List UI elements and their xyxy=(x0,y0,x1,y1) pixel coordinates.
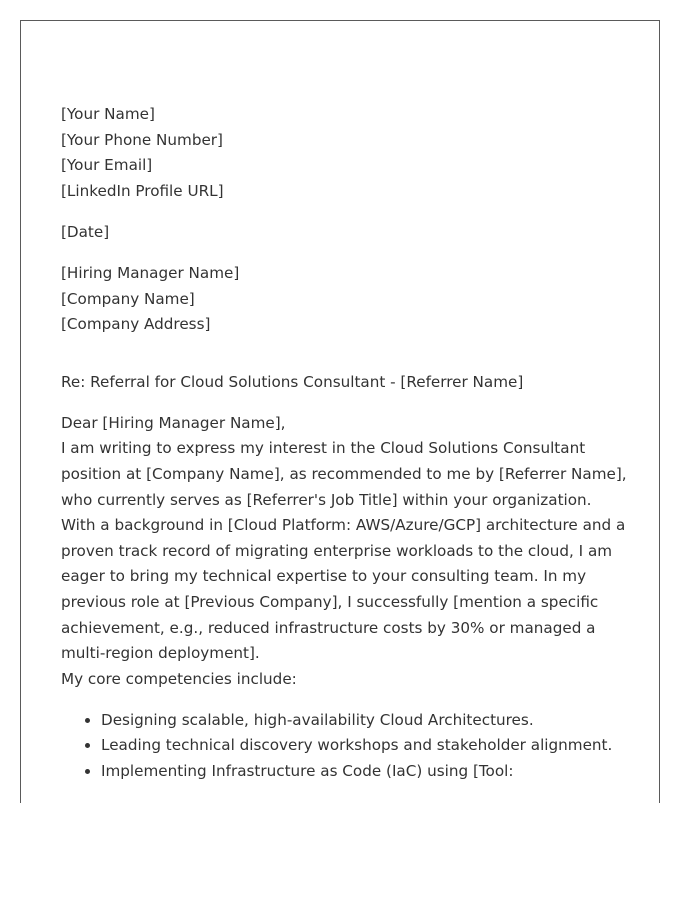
list-item: • Leading technical discovery workshops and stakeholder alignment. xyxy=(101,733,633,759)
recipient-address: [Company Address] xyxy=(61,315,211,334)
sender-linkedin: [LinkedIn Profile URL] xyxy=(61,181,224,200)
subject-text: Re: Referral for Cloud Solutions Consultant - [Referrer Name] xyxy=(61,372,524,391)
competencies-intro: My core competencies include: xyxy=(61,669,297,688)
paragraph-background: With a background in [Cloud Platform: AWS/Azure/GCP] architecture and a proven track record of migrating enterprise workloads to the cloud, I am eager to bring my technical expertise to your consulting team. In my previous role at [Previous Company], I successfully [mention a specific achievement, e.g., reduced infrastructure costs by 30% or managed a multi-region deployment]. xyxy=(61,516,626,663)
recipient-manager: [Hiring Manager Name] xyxy=(61,263,240,282)
paragraph-intro: I am writing to express my interest in the Cloud Solutions Consultant position at [Company Name], as recommended to me by [Referrer Name], who currently serves as [Referrer's Job Title] within your organization. xyxy=(61,439,627,509)
subject-line xyxy=(61,370,633,396)
sender-email: [Your Email] xyxy=(61,156,153,175)
letter-date: [Date] xyxy=(61,222,110,241)
list-item: • Implementing Infrastructure as Code (IaC) using [Tool: xyxy=(101,759,633,785)
date-block xyxy=(61,220,633,246)
sender-phone: [Your Phone Number] xyxy=(61,130,223,149)
salutation xyxy=(61,411,633,437)
competencies-list xyxy=(61,708,633,785)
letter-body xyxy=(61,102,633,785)
letter-page xyxy=(20,20,660,803)
sender-block xyxy=(61,102,633,204)
recipient-block xyxy=(61,261,633,338)
sender-name: [Your Name] xyxy=(61,105,155,123)
recipient-company: [Company Name] xyxy=(61,289,195,308)
salutation-text: Dear [Hiring Manager Name], xyxy=(61,413,286,432)
list-item: • Designing scalable, high-availability Cloud Architectures. xyxy=(101,708,633,734)
